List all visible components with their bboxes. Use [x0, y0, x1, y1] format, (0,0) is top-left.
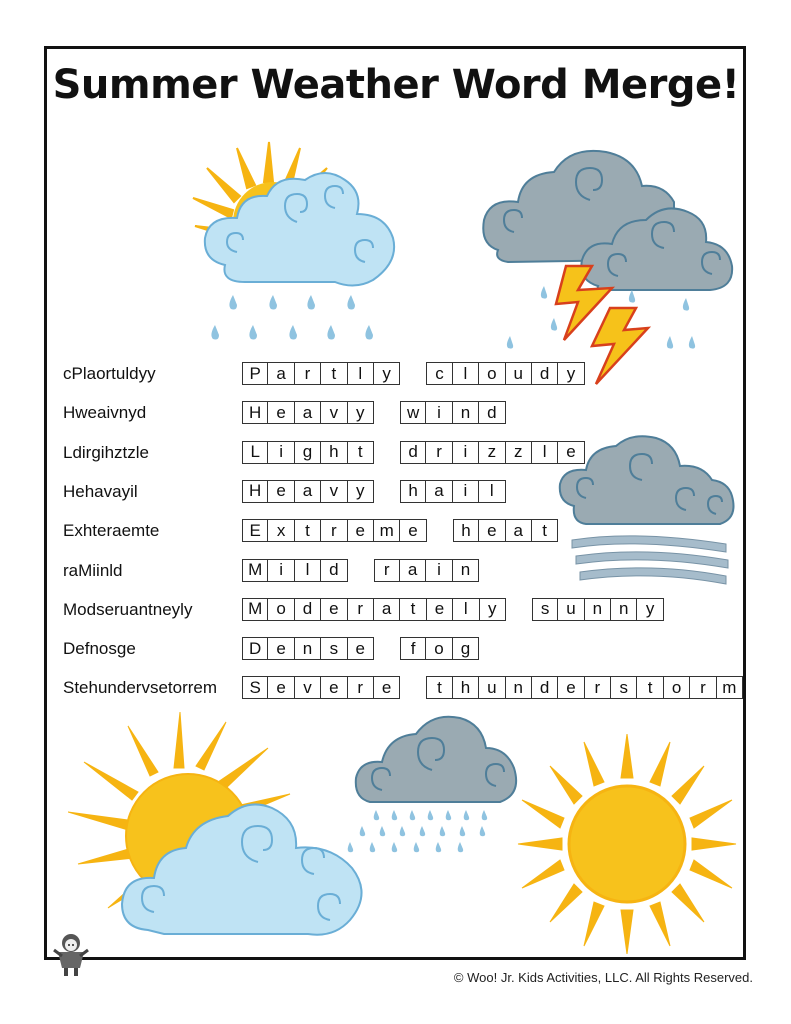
letter-box: l: [348, 362, 374, 385]
letter-box: y: [480, 598, 506, 621]
letter-box: e: [558, 441, 584, 464]
answer-boxes: [242, 441, 585, 464]
letter-box: d: [321, 559, 347, 582]
letter-box: r: [348, 598, 374, 621]
letter-box: i: [268, 559, 294, 582]
letter-box: d: [400, 441, 426, 464]
letter-box: g: [453, 637, 479, 660]
letter-box: n: [506, 676, 532, 699]
answer-boxes: [242, 598, 664, 621]
letter-box: e: [479, 519, 505, 542]
letter-box: d: [479, 401, 505, 424]
letter-box: e: [268, 480, 294, 503]
letter-box: E: [242, 519, 268, 542]
letter-box: P: [242, 362, 268, 385]
letter-box: s: [321, 637, 347, 660]
answer-word: [242, 637, 374, 660]
letter-box: e: [558, 676, 584, 699]
letter-box: l: [532, 441, 558, 464]
answer-boxes: [242, 676, 743, 699]
answer-word: [374, 559, 480, 582]
answer-word: [453, 519, 559, 542]
letter-box: y: [348, 401, 374, 424]
letter-box: t: [348, 441, 374, 464]
letter-box: S: [242, 676, 268, 699]
scrambled-word: cPlaortuldyy: [63, 364, 156, 383]
letter-box: a: [400, 559, 426, 582]
letter-box: a: [295, 480, 321, 503]
letter-box: a: [426, 480, 452, 503]
letter-box: d: [532, 362, 558, 385]
scrambled-word: Modseruantneyly: [63, 599, 193, 619]
letter-box: i: [453, 441, 479, 464]
letter-box: z: [506, 441, 532, 464]
answer-boxes: [242, 519, 558, 542]
letter-box: w: [400, 401, 426, 424]
letter-box: m: [374, 519, 400, 542]
letter-box: t: [321, 362, 347, 385]
letter-box: y: [374, 362, 400, 385]
letter-box: s: [611, 676, 637, 699]
answer-boxes: [242, 559, 479, 582]
answer-word: [400, 401, 506, 424]
letter-box: o: [479, 362, 505, 385]
scrambled-word: Hehavayil: [63, 481, 138, 501]
thunderstorm-icon: [478, 140, 738, 390]
letter-box: M: [242, 559, 268, 582]
answer-word: [242, 676, 400, 699]
answer-boxes: [242, 362, 585, 385]
letter-box: a: [268, 362, 294, 385]
letter-box: r: [690, 676, 716, 699]
letter-box: o: [268, 598, 294, 621]
letter-box: u: [558, 598, 584, 621]
letter-box: e: [321, 598, 347, 621]
letter-box: e: [348, 637, 374, 660]
letter-box: r: [585, 676, 611, 699]
letter-box: e: [374, 676, 400, 699]
letter-box: u: [479, 676, 505, 699]
answer-word: [400, 480, 506, 503]
answer-boxes: [242, 480, 506, 503]
letter-box: n: [585, 598, 611, 621]
letter-box: i: [426, 559, 452, 582]
letter-box: e: [268, 676, 294, 699]
scrambled-word: raMiinld: [63, 560, 123, 580]
letter-box: r: [295, 362, 321, 385]
letter-box: H: [242, 401, 268, 424]
answer-word: [242, 441, 374, 464]
letter-box: e: [427, 598, 453, 621]
letter-box: e: [400, 519, 426, 542]
answer-word: [400, 637, 479, 660]
sun-cloud-icon: [68, 708, 378, 948]
letter-box: t: [532, 519, 558, 542]
letter-box: d: [532, 676, 558, 699]
letter-box: y: [348, 480, 374, 503]
page-title: Summer Weather Word Merge!: [52, 62, 740, 108]
letter-box: i: [426, 401, 452, 424]
letter-box: e: [348, 519, 374, 542]
letter-box: i: [453, 480, 479, 503]
answer-word: [242, 480, 374, 503]
answer-word: [242, 401, 374, 424]
answer-word: [400, 441, 585, 464]
answer-word: [242, 598, 506, 621]
letter-box: s: [532, 598, 558, 621]
letter-box: D: [242, 637, 268, 660]
letter-box: m: [717, 676, 743, 699]
letter-box: f: [400, 637, 426, 660]
letter-box: r: [348, 676, 374, 699]
letter-box: e: [321, 676, 347, 699]
letter-box: H: [242, 480, 268, 503]
letter-box: h: [400, 480, 426, 503]
letter-box: h: [453, 519, 479, 542]
answer-word: [532, 598, 664, 621]
letter-box: v: [321, 480, 347, 503]
copyright-footer: © Woo! Jr. Kids Activities, LLC. All Rights Reserved.: [453, 970, 753, 985]
letter-box: e: [268, 401, 294, 424]
letter-box: n: [295, 637, 321, 660]
letter-box: l: [453, 598, 479, 621]
woo-jr-logo-icon: [50, 930, 92, 978]
letter-box: a: [506, 519, 532, 542]
answer-boxes: [242, 637, 479, 660]
letter-box: t: [295, 519, 321, 542]
letter-box: e: [268, 637, 294, 660]
letter-box: v: [295, 676, 321, 699]
letter-box: i: [268, 441, 294, 464]
letter-box: a: [374, 598, 400, 621]
letter-box: n: [453, 401, 479, 424]
scrambled-word: Ldirgihztzle: [63, 442, 149, 462]
letter-box: M: [242, 598, 268, 621]
letter-box: o: [664, 676, 690, 699]
answer-word: [242, 362, 400, 385]
letter-box: n: [611, 598, 637, 621]
letter-box: u: [506, 362, 532, 385]
letter-box: L: [242, 441, 268, 464]
letter-box: r: [374, 559, 400, 582]
answer-word: [426, 362, 584, 385]
letter-box: v: [321, 401, 347, 424]
scrambled-word: Exhteraemte: [63, 521, 160, 541]
letter-box: t: [637, 676, 663, 699]
letter-box: r: [426, 441, 452, 464]
scrambled-word: Defnosge: [63, 639, 136, 659]
letter-box: t: [426, 676, 452, 699]
letter-box: l: [479, 480, 505, 503]
sun-cloud-rain-icon: [185, 130, 415, 355]
letter-box: z: [479, 441, 505, 464]
scrambled-word: Hweaivnyd: [63, 403, 147, 423]
sun-icon: [512, 734, 742, 954]
letter-box: l: [453, 362, 479, 385]
scrambled-word: Stehundervsetorrem: [63, 678, 218, 698]
letter-box: y: [558, 362, 584, 385]
letter-box: a: [295, 401, 321, 424]
letter-box: l: [295, 559, 321, 582]
letter-box: t: [400, 598, 426, 621]
answer-boxes: [242, 401, 506, 424]
letter-box: d: [295, 598, 321, 621]
letter-box: y: [637, 598, 663, 621]
letter-box: h: [453, 676, 479, 699]
answer-word: [242, 519, 427, 542]
letter-box: o: [426, 637, 452, 660]
rain-cloud-icon: [336, 712, 526, 862]
letter-box: r: [321, 519, 347, 542]
answer-word: [426, 676, 743, 699]
letter-box: x: [268, 519, 294, 542]
letter-box: g: [295, 441, 321, 464]
answer-word: [242, 559, 348, 582]
letter-box: n: [453, 559, 479, 582]
letter-box: c: [426, 362, 452, 385]
letter-box: h: [321, 441, 347, 464]
